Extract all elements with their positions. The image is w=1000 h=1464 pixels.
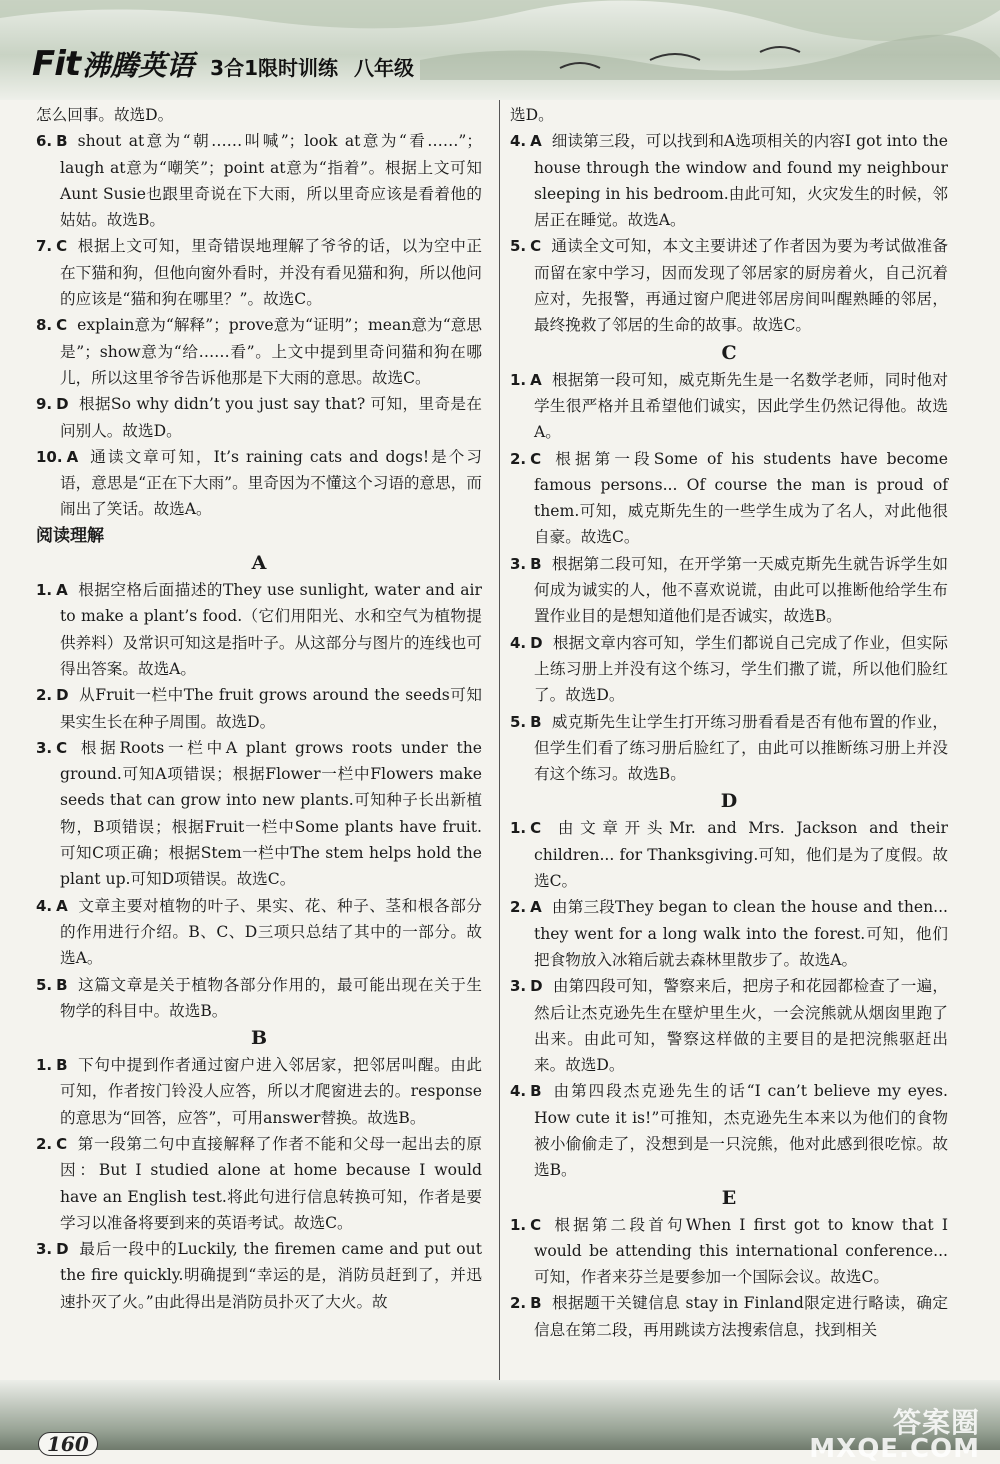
- answer-letter: D: [530, 977, 543, 996]
- explanation-text: 细读第三段，可以找到和A选项相关的内容I got into the house through the window and found my neighbour sleeping in his bedroom.由此可知，火灾发生的时候，邻居正在睡觉。故选A。: [534, 132, 948, 230]
- explanation-text: 这篇文章是关于植物各部分作用的，最可能出现在关于生物学的科目中。故选B。: [60, 975, 482, 1020]
- answer-letter: C: [56, 738, 68, 757]
- answer-item: [510, 128, 948, 233]
- explanation-text: 根据第一段Some of his students have become famous persons... Of course the man is proud of them.可知，威克斯先生的一些学生成为了名人，对此他很自豪。故选C。: [534, 449, 948, 547]
- site-watermark: [809, 1406, 980, 1464]
- answer-group-passage-a: [36, 577, 482, 1024]
- answer-item: [36, 577, 482, 682]
- question-number: 5.: [36, 975, 53, 994]
- answer-item: [36, 128, 482, 233]
- answer-item: [36, 735, 482, 893]
- question-number: 4.: [510, 1082, 527, 1101]
- answer-letter: A: [56, 581, 68, 600]
- explanation-text: 根据空格后面描述的They use sunlight, water and air to make a plant’s food.（它们用阳光、水和空气为植物提供养料）及常识可知这是指叶子。从这部分与图片的连线也可得出答案。故选A。: [60, 581, 482, 678]
- answer-letter: A: [530, 132, 542, 151]
- explanation-text: 根据第一段可知，威克斯先生是一名数学老师，同时他对学生很严格并且希望他们诚实，因此学生仍然记得他。故选A。: [534, 370, 948, 442]
- answer-letter: C: [530, 819, 542, 838]
- question-number: 7.: [36, 237, 53, 256]
- brand-logo: [32, 44, 414, 84]
- explanation-text: 由文章开头Mr. and Mrs. Jackson and their children... for Thanksgiving.可知，他们是为了度假。故选C。: [534, 819, 948, 891]
- question-number: 8.: [36, 316, 53, 335]
- explanation-text: 从Fruit一栏中The fruit grows around the seeds可知果实生长在种子周围。故选D。: [60, 686, 482, 731]
- explanation-text: 根据So why didn’t you just say that? 可知，里奇是在问别人。故选D。: [60, 395, 482, 440]
- explanation-text: 由第四段可知，警察来后，把房子和花园都检查了一遍，然后让杰克逊先生在壁炉里生火，一会浣熊就从烟囱里跑了出来。由此可知，警察这样做的主要目的是把浣熊驱赶出来。故选D。: [534, 977, 948, 1075]
- answer-letter: C: [530, 449, 542, 468]
- answer-group-passage-e: [510, 1212, 948, 1343]
- answer-item: [36, 1131, 482, 1236]
- answer-letter: B: [56, 132, 68, 151]
- answer-item: [510, 446, 948, 551]
- passage-letter-a: A: [251, 552, 267, 575]
- question-number: 5.: [510, 712, 527, 731]
- question-number: 6.: [36, 132, 53, 151]
- explanation-text: 第一段第二句中直接解释了作者不能和父母一起出去的原因：But I studied alone at home because I would have an English test.将此句进行信息转换可知，作者是要学习以准备将要到来的英语考试。故选C。: [60, 1134, 482, 1232]
- answer-item: [36, 972, 482, 1025]
- answer-item: [36, 391, 482, 444]
- answer-item: [36, 893, 482, 972]
- answer-letter: C: [56, 237, 68, 256]
- answer-letter: B: [56, 1056, 68, 1075]
- answer-item: [36, 233, 482, 312]
- question-number: 2.: [36, 1134, 53, 1153]
- book-subtitle: 3合1限时训练: [210, 56, 338, 80]
- explanation-text: 根据第二段首句When I first got to know that I would be attending this international conference...可知，作者来芬兰是要参加一个国际会议。故选C。: [534, 1215, 948, 1287]
- explanation-text: 下句中提到作者通过窗户进入邻居家，把邻居叫醒。由此可知，作者按门铃没人应答，所以才爬窗进去的。response的意思为“回答，应答”，可用answer替换。故选B。: [60, 1056, 482, 1127]
- explanation-text: 根据文章内容可知，学生们都说自己完成了作业，但实际上练习册上并没有这个练习，学生们撒了谎，所以他们脸红了。故选D。: [534, 633, 948, 705]
- answer-group-passage-b: [36, 1052, 482, 1315]
- question-number: 3.: [36, 1240, 53, 1259]
- answer-item: [36, 682, 482, 735]
- question-number: 2.: [36, 686, 53, 705]
- explanation-text: explain意为“解释”；prove意为“证明”；mean意为“意思是”；show意为“给……看”。上文中提到里奇问猫和狗在哪儿，所以这里爷爷告诉他那是下大雨的意思。故选C。: [60, 316, 482, 387]
- answer-letter: A: [530, 370, 542, 389]
- explanation-text: 通读文章可知，It’s raining cats and dogs!是个习语，意思是“正在下大雨”。里奇因为不懂这个习语的意思，而闹出了笑话。故选A。: [60, 447, 482, 519]
- question-number: 1.: [36, 581, 53, 600]
- question-number: 2.: [510, 898, 527, 917]
- question-number: 4.: [510, 132, 527, 151]
- page-header: [0, 0, 1000, 100]
- answer-group-cloze: [36, 128, 482, 522]
- answer-item: [510, 1290, 948, 1343]
- explanation-text: 由第四段杰克逊先生的话“I can’t believe my eyes. How cute it is!”可推知，杰克逊先生本来以为他们的食物被小偷偷走了，没想到是一只浣熊，他对此感到很吃惊。故选B。: [534, 1082, 948, 1180]
- answer-letter: B: [530, 712, 542, 731]
- brand-fit: Fit: [32, 44, 81, 84]
- question-number: 3.: [36, 738, 53, 757]
- question-number: 1.: [36, 1056, 53, 1075]
- explanation-text: 通读全文可知，本文主要讲述了作者因为要为考试做准备而留在家中学习，因而发现了邻居家的厨房着火，自己沉着应对，先报警，再通过窗户爬进邻居房间叫醒熟睡的邻居，最终挽救了邻居的生命的故事。故选C。: [534, 237, 948, 335]
- left-column: [36, 102, 482, 1315]
- question-number: 2.: [510, 449, 527, 468]
- explanation-text: 文章主要对植物的叶子、果实、花、种子、茎和根各部分的作用进行介绍。B、C、D三项只总结了其中的一部分。故选A。: [60, 896, 482, 968]
- question-number: 3.: [510, 977, 527, 996]
- answer-item: [510, 973, 948, 1078]
- question-number: 1.: [510, 819, 527, 838]
- answer-item: [510, 551, 948, 630]
- answer-item: [36, 312, 482, 391]
- explanation-text: 根据第二段可知，在开学第一天威克斯先生就告诉学生如何成为诚实的人，他不喜欢说谎，由此可以推断他给学生布置作业目的是想知道他们是否诚实，故选B。: [534, 554, 948, 626]
- answer-letter: D: [56, 1240, 69, 1259]
- answer-item: [510, 630, 948, 709]
- question-number: 5.: [510, 237, 527, 256]
- answer-letter: A: [56, 896, 68, 915]
- answer-item: [36, 1236, 482, 1315]
- answer-item: [36, 444, 482, 523]
- continued-text: 选D。: [510, 106, 554, 124]
- passage-letter-e: E: [721, 1186, 737, 1209]
- answer-group-passage-d: [510, 815, 948, 1183]
- answer-group-passage-b-cont: [510, 128, 948, 338]
- answer-letter: C: [530, 237, 542, 256]
- explanation-text: 根据Roots一栏中A plant grows roots under the ground.可知A项错误；根据Flower一栏中Flowers make seeds that can grow into new plants.可知种子长出新植物，B项错误；根据Fruit一栏中Some plants have fruit.可知C项正确；根据Stem一栏中The stem helps hold the plant up.可知D项错误。故选C。: [60, 738, 482, 889]
- answer-item: [510, 367, 948, 446]
- page-number: 160: [38, 1432, 98, 1456]
- right-column: [510, 102, 948, 1343]
- answer-letter: B: [530, 1082, 542, 1101]
- passage-letter-b: B: [250, 1027, 268, 1050]
- answer-item: [510, 894, 948, 973]
- answer-letter: C: [56, 316, 68, 335]
- question-number: 1.: [510, 370, 527, 389]
- answer-letter: B: [530, 1294, 542, 1313]
- answer-item: [510, 1212, 948, 1291]
- answer-letter: A: [530, 898, 542, 917]
- answer-item: [510, 815, 948, 894]
- watermark-url: MXQE.COM: [809, 1434, 980, 1464]
- explanation-text: 最后一段中的Luckily, the firemen came and put out the fire quickly.明确提到“幸运的是，消防员赶到了，并迅速扑灭了火。”由此得出是消防员扑灭了大火。故: [60, 1240, 482, 1311]
- answer-letter: B: [530, 554, 542, 573]
- question-number: 4.: [36, 896, 53, 915]
- explanation-text: 根据上文可知，里奇错误地理解了爷爷的话，以为空中正在下猫和狗，但他向窗外看时，并没有看见猫和狗，所以他问的应该是“猫和狗在哪里？”。故选C。: [60, 237, 482, 309]
- question-number: 1.: [510, 1215, 527, 1234]
- answer-letter: D: [56, 395, 69, 414]
- brand-name: 沸腾英语: [82, 49, 195, 82]
- question-number: 3.: [510, 554, 527, 573]
- column-divider: [499, 100, 500, 1380]
- explanation-text: 根据题干关键信息 stay in Finland限定进行略读，确定信息在第二段，再用跳读方法搜索信息，找到相关: [534, 1294, 948, 1339]
- answer-item: [510, 233, 948, 338]
- question-number: 10.: [36, 447, 63, 466]
- explanation-text: shout at意为“朝……叫喊”；look at意为“看……”；laugh at意为“嘲笑”；point at意为“指着”。根据上文可知Aunt Susie也跟里奇说在下大雨，所以里奇应该是看着他的姑姑。故选B。: [60, 132, 482, 230]
- question-number: 9.: [36, 395, 53, 414]
- answer-item: [36, 1052, 482, 1131]
- grade-label: 八年级: [354, 56, 414, 80]
- section-title-reading: 阅读理解: [36, 525, 104, 546]
- answer-letter: B: [56, 975, 68, 994]
- question-number: 2.: [510, 1294, 527, 1313]
- passage-letter-c: C: [721, 341, 737, 364]
- explanation-text: 威克斯先生让学生打开练习册看看是否有他布置的作业，但学生们看了练习册后脸红了，由此可以推断练习册上并没有这个练习。故选B。: [534, 712, 948, 784]
- answer-letter: C: [530, 1215, 542, 1234]
- answer-item: [510, 709, 948, 788]
- answer-letter: A: [66, 447, 79, 466]
- answer-item: [510, 1078, 948, 1183]
- explanation-text: 由第三段They began to clean the house and then... they went for a long walk into the forest.可知，他们把食物放入冰箱后就去森林里散步了。故选A。: [534, 898, 948, 969]
- answer-letter: D: [56, 686, 69, 705]
- answer-letter: D: [530, 633, 543, 652]
- question-number: 4.: [510, 633, 527, 652]
- continued-text: 怎么回事。故选D。: [36, 106, 174, 124]
- answer-group-passage-c: [510, 367, 948, 788]
- answer-letter: C: [56, 1134, 68, 1153]
- watermark-title: 答案圈: [892, 1406, 980, 1439]
- passage-letter-d: D: [720, 790, 738, 813]
